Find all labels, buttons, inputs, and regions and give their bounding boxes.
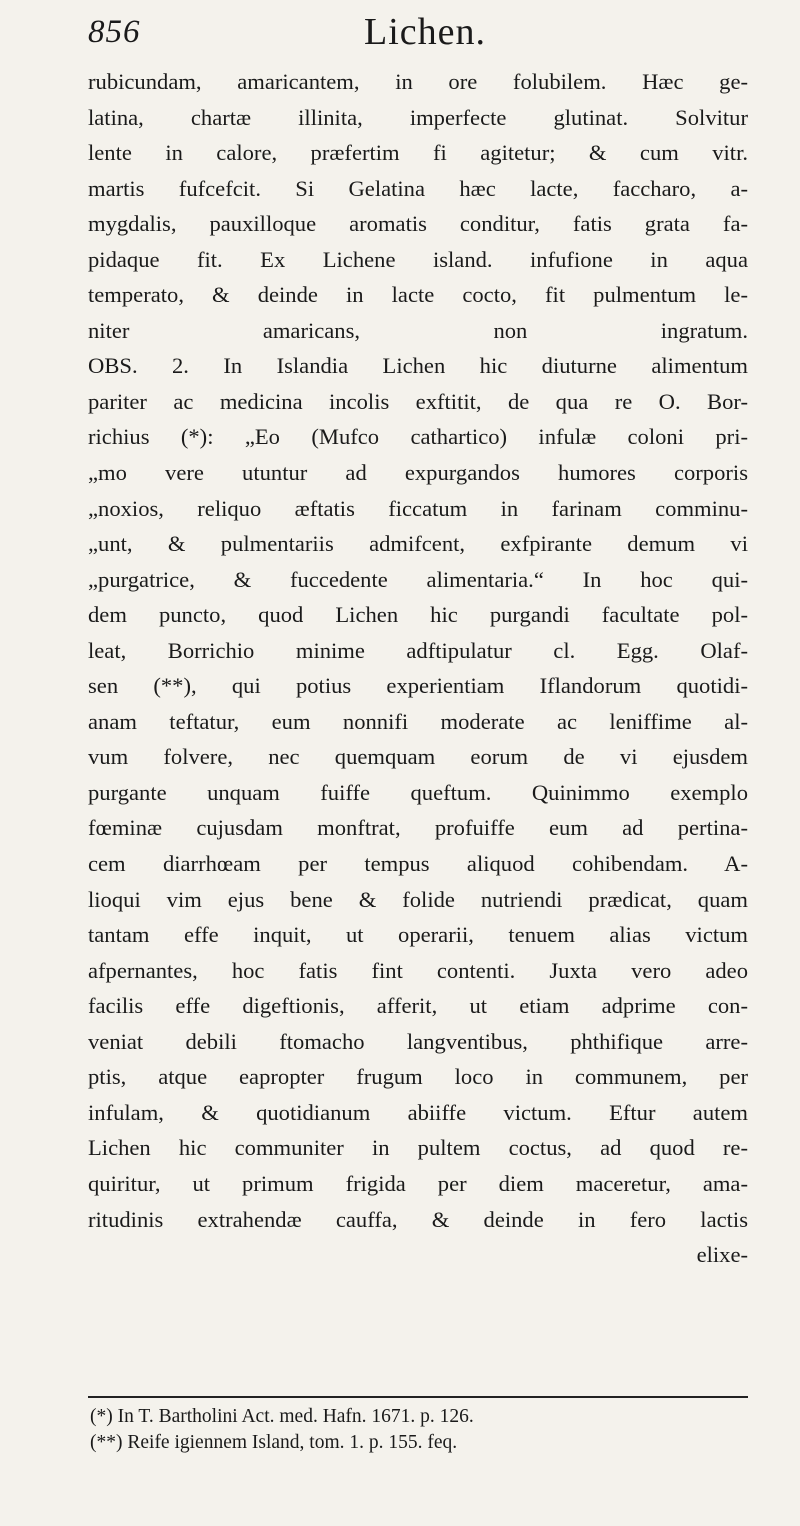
text-line: mygdalis, pauxilloque aromatis conditur, fatis grata fa- <box>88 211 748 237</box>
text-line: lioqui vim ejus bene & folide nutriendi prædicat, quam <box>88 886 748 912</box>
text-line: „mo vere utuntur ad expurgandos humores corporis <box>88 460 748 486</box>
text-line: pidaque fit. Ex Lichene island. infufione in aqua <box>88 246 748 272</box>
text-line: „purgatrice, & fuccedente alimentaria.“ In hoc qui- <box>88 566 748 592</box>
text-line: lente in calore, præfertim fi agitetur; & cum vitr. <box>88 140 748 166</box>
text-line: afpernantes, hoc fatis fint contenti. Juxta vero adeo <box>88 957 748 983</box>
footnote: (*) In T. Bartholini Act. med. Hafn. 1671. p. 126. <box>90 1406 474 1427</box>
text-line: rubicundam, amaricantem, in ore folubilem. Hæc ge- <box>88 69 748 94</box>
text-line: infulam, & quotidianum abiiffe victum. Eftur autem <box>88 1099 748 1125</box>
page-number: 856 <box>88 14 141 50</box>
text-line: purgante unquam fuiffe queftum. Quinimmo exemplo <box>88 779 748 805</box>
running-head <box>88 8 750 58</box>
text-line: dem puncto, quod Lichen hic purgandi facultate pol- <box>88 602 748 628</box>
text-line: „unt, & pulmentariis admifcent, exfpirante demum vi <box>88 531 748 557</box>
running-title: Lichen. <box>364 11 487 53</box>
text-line: Lichen hic communiter in pultem coctus, ad quod re- <box>88 1135 748 1161</box>
text-line: elixe- <box>696 1242 748 1268</box>
text-line: fœminæ cujusdam monftrat, profuiffe eum ad pertina- <box>88 815 748 841</box>
text-line: veniat debili ftomacho langventibus, phthifique arre- <box>88 1028 748 1054</box>
text-line: tantam effe inquit, ut operarii, tenuem alias victum <box>88 922 748 948</box>
text-line: temperato, & deinde in lacte cocto, fit pulmentum le- <box>88 282 748 308</box>
text-line: OBS. 2. In Islandia Lichen hic diuturne alimentum <box>88 353 748 379</box>
text-line: martis fufcefcit. Si Gelatina hæc lacte, faccharo, a- <box>88 175 748 201</box>
text-line: ptis, atque eapropter frugum loco in communem, per <box>88 1064 748 1090</box>
text-line: anam teftatur, eum nonnifi moderate ac leniffime al- <box>88 708 748 734</box>
text-line: facilis effe digeftionis, afferit, ut etiam adprime con- <box>88 993 748 1019</box>
text-line: niter amaricans, non ingratum. <box>88 317 748 343</box>
text-line: leat, Borrichio minime adftipulatur cl. Egg. Olaf- <box>88 637 748 663</box>
text-line: latina, chartæ illinita, imperfecte glutinat. Solvitur <box>88 104 748 130</box>
text-line: vum folvere, nec quemquam eorum de vi ejusdem <box>88 744 748 770</box>
body-text <box>88 64 748 1273</box>
text-line: „noxios, reliquo æftatis ficcatum in farinam comminu- <box>88 495 748 521</box>
text-line: ritudinis extrahendæ cauffa, & deinde in fero lactis <box>88 1206 748 1232</box>
text-line: sen (**), qui potius experientiam Iflandorum quotidi- <box>88 673 748 699</box>
footnote: (**) Reife igiennem Island, tom. 1. p. 155. feq. <box>90 1432 458 1453</box>
text-line: cem diarrhœam per tempus aliquod cohibendam. A- <box>88 851 748 877</box>
text-line: richius (*): „Eo (Mufco cathartico) infulæ coloni pri- <box>88 424 748 450</box>
footnote-rule <box>88 1396 748 1398</box>
text-line: pariter ac medicina incolis exftitit, de qua re O. Bor- <box>88 388 748 414</box>
footnotes <box>90 1404 748 1456</box>
text-line: quiritur, ut primum frigida per diem maceretur, ama- <box>88 1170 748 1196</box>
